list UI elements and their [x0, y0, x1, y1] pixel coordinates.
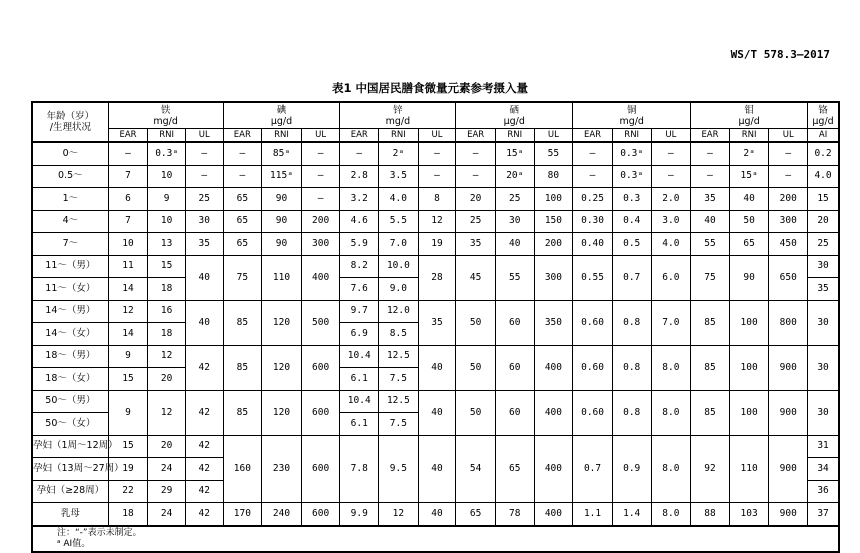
table-cell: — — [185, 142, 223, 165]
table-cell: 170 — [223, 503, 262, 526]
table-cell: 35 — [808, 278, 839, 301]
table-cell: 5.5 — [379, 210, 419, 233]
table-cell: 100 — [729, 345, 769, 390]
table-cell: 18 — [148, 323, 186, 346]
table-cell: — — [301, 188, 340, 211]
table-cell: 55 — [691, 233, 730, 256]
subheader-ul: UL — [651, 129, 691, 143]
subheader-rni: RNI — [729, 129, 769, 143]
table-cell: 40 — [729, 188, 769, 211]
table-cell: 0.5 — [612, 233, 651, 256]
subheader-ear: EAR — [108, 129, 148, 143]
table-cell: 10 — [108, 233, 148, 256]
table-cell: 65 — [729, 233, 769, 256]
table-cell: 9.0 — [379, 278, 419, 301]
table-cell: 12 — [418, 210, 456, 233]
subheader-ear: EAR — [573, 129, 613, 143]
table-cell: 60 — [495, 345, 534, 390]
table-cell: 12.0 — [379, 300, 419, 323]
subheader-row — [32, 129, 839, 143]
row-label: 50～（女） — [32, 413, 108, 436]
table-cell: — — [573, 165, 613, 188]
table-row — [32, 390, 839, 413]
note-line: ᵃ AI值。 — [57, 538, 91, 549]
table-cell: 7.5 — [379, 413, 419, 436]
table-cell: 40 — [418, 345, 456, 390]
table-cell: 0.7 — [612, 255, 651, 300]
table-cell: 30 — [808, 300, 839, 345]
table-cell: 55 — [534, 142, 573, 165]
table-cell: 9.9 — [340, 503, 379, 526]
table-cell: — — [340, 142, 379, 165]
row-label: 4～ — [32, 210, 108, 233]
table-cell: 2ᵃ — [379, 142, 419, 165]
subheader-ul: UL — [418, 129, 456, 143]
table-cell: 42 — [185, 390, 223, 435]
table-cell: 60 — [495, 390, 534, 435]
table-cell: 120 — [262, 300, 302, 345]
table-cell: 8.5 — [379, 323, 419, 346]
table-cell: 42 — [185, 480, 223, 503]
table-cell: 0.8 — [612, 390, 651, 435]
table-cell: 300 — [534, 255, 573, 300]
row-label: 0～ — [32, 142, 108, 165]
table-cell: 92 — [691, 435, 730, 503]
row-label: 孕妇（13周～27周） — [32, 458, 108, 481]
table-cell: 22 — [108, 480, 148, 503]
nutrient-header-iodine: 碘 μg/d — [223, 102, 340, 129]
table-cell: 7.6 — [340, 278, 379, 301]
table-cell: 10 — [148, 210, 186, 233]
table-cell: 40 — [418, 390, 456, 435]
row-label: 50～（男） — [32, 390, 108, 413]
table-cell: 12.5 — [379, 345, 419, 368]
table-cell: 8 — [418, 188, 456, 211]
table-cell: 0.4 — [612, 210, 651, 233]
table-cell: 20 — [148, 435, 186, 458]
table-cell: 12 — [379, 503, 419, 526]
table-cell: 15ᵃ — [495, 142, 534, 165]
table-cell: 0.60 — [573, 345, 613, 390]
table-cell: 12.5 — [379, 390, 419, 413]
table-cell: 9 — [148, 188, 186, 211]
table-cell: 18 — [108, 503, 148, 526]
table-cell: 42 — [185, 435, 223, 458]
table-cell: 14 — [108, 278, 148, 301]
table-cell: 2.0 — [651, 188, 691, 211]
table-cell: 60 — [495, 300, 534, 345]
table-cell: 35 — [456, 233, 496, 256]
table-cell: 160 — [223, 435, 262, 503]
subheader-ul: UL — [534, 129, 573, 143]
table-cell: 1.4 — [612, 503, 651, 526]
table-cell: 6.9 — [340, 323, 379, 346]
table-cell: 25 — [456, 210, 496, 233]
table-cell: 10.4 — [340, 390, 379, 413]
table-cell: 30 — [808, 255, 839, 278]
table-cell: 120 — [262, 390, 302, 435]
table-cell: — — [651, 142, 691, 165]
table-cell: — — [456, 165, 496, 188]
table-cell: — — [418, 165, 456, 188]
table-cell: 90 — [729, 255, 769, 300]
table-cell: 7.8 — [340, 435, 379, 503]
table-cell: 7.5 — [379, 368, 419, 391]
table-cell: 19 — [418, 233, 456, 256]
table-cell: 25 — [808, 233, 839, 256]
table-cell: 110 — [729, 435, 769, 503]
table-cell: 6.0 — [651, 255, 691, 300]
table-cell: 85 — [691, 300, 730, 345]
table-cell: 85 — [223, 390, 262, 435]
dri-table — [31, 101, 840, 553]
table-cell: 10.0 — [379, 255, 419, 278]
table-cell: 0.3ᵃ — [148, 142, 186, 165]
table-cell: 1.1 — [573, 503, 613, 526]
table-cell: 500 — [301, 300, 340, 345]
table-cell: — — [769, 165, 808, 188]
table-row — [32, 300, 839, 323]
table-cell: 600 — [301, 345, 340, 390]
table-cell: 30 — [808, 345, 839, 390]
table-cell: 11 — [108, 255, 148, 278]
table-cell: 19 — [108, 458, 148, 481]
table-cell: 90 — [262, 188, 302, 211]
table-cell: 2ᵃ — [729, 142, 769, 165]
table-cell: 3.0 — [651, 210, 691, 233]
notes-row — [32, 526, 839, 552]
table-cell: 80 — [534, 165, 573, 188]
row-label: 孕妇（≥28周） — [32, 480, 108, 503]
table-cell: 2.8 — [340, 165, 379, 188]
nutrient-header-zinc: 锌 mg/d — [340, 102, 456, 129]
age-column-header: 年龄（岁） /生理状况 — [32, 102, 108, 142]
table-cell: 400 — [534, 503, 573, 526]
table-cell: 5.9 — [340, 233, 379, 256]
nutrient-header-iron: 铁 mg/d — [108, 102, 223, 129]
subheader-ul: UL — [185, 129, 223, 143]
row-label: 0.5～ — [32, 165, 108, 188]
table-cell: 120 — [262, 345, 302, 390]
table-row — [32, 345, 839, 368]
table-title: 表1 中国居民膳食微量元素参考摄入量 — [331, 81, 528, 95]
table-cell: 90 — [262, 210, 302, 233]
row-label: 1～ — [32, 188, 108, 211]
table-cell: 0.3ᵃ — [612, 142, 651, 165]
table-cell: 7.0 — [651, 300, 691, 345]
table-cell: — — [185, 165, 223, 188]
table-cell: 400 — [534, 390, 573, 435]
table-cell: 200 — [769, 188, 808, 211]
table-cell: 10.4 — [340, 345, 379, 368]
table-cell: 0.2 — [808, 142, 839, 165]
table-cell: 54 — [456, 435, 496, 503]
row-label: 11～（女） — [32, 278, 108, 301]
table-cell: 85ᵃ — [262, 142, 302, 165]
table-cell: 8.0 — [651, 435, 691, 503]
table-cell: 0.55 — [573, 255, 613, 300]
table-cell: 35 — [418, 300, 456, 345]
table-cell: 40 — [495, 233, 534, 256]
table-cell: 42 — [185, 503, 223, 526]
subheader-ear: EAR — [456, 129, 496, 143]
row-label: 乳母 — [32, 503, 108, 526]
table-cell: 78 — [495, 503, 534, 526]
table-cell: 50 — [456, 300, 496, 345]
subheader-ul: UL — [769, 129, 808, 143]
table-cell: — — [456, 142, 496, 165]
table-cell: 30 — [808, 390, 839, 435]
table-cell: 85 — [223, 300, 262, 345]
table-cell: 0.60 — [573, 390, 613, 435]
table-cell: 0.7 — [573, 435, 613, 503]
table-cell: 300 — [301, 233, 340, 256]
table-cell: 88 — [691, 503, 730, 526]
table-cell: 450 — [769, 233, 808, 256]
table-cell: 31 — [808, 435, 839, 458]
table-row — [32, 142, 839, 165]
row-label: 11～（男） — [32, 255, 108, 278]
table-cell: 36 — [808, 480, 839, 503]
table-cell: 103 — [729, 503, 769, 526]
table-cell: 85 — [223, 345, 262, 390]
table-cell: 7.0 — [379, 233, 419, 256]
table-cell: 55 — [495, 255, 534, 300]
table-cell: — — [223, 142, 262, 165]
note-line: 注：“-”表示未制定。 — [57, 527, 142, 538]
table-cell: 20ᵃ — [495, 165, 534, 188]
table-cell: 6.1 — [340, 368, 379, 391]
table-cell: 28 — [418, 255, 456, 300]
table-cell: 350 — [534, 300, 573, 345]
row-label: 14～（女） — [32, 323, 108, 346]
table-cell: 65 — [223, 210, 262, 233]
table-cell: — — [573, 142, 613, 165]
table-cell: 35 — [185, 233, 223, 256]
table-cell: 75 — [691, 255, 730, 300]
table-cell: 65 — [456, 503, 496, 526]
table-cell: 400 — [534, 435, 573, 503]
table-cell: 34 — [808, 458, 839, 481]
subheader-ear: EAR — [223, 129, 262, 143]
table-row — [32, 165, 839, 188]
subheader-rni: RNI — [612, 129, 651, 143]
table-cell: 40 — [691, 210, 730, 233]
table-cell: 0.8 — [612, 300, 651, 345]
table-cell: 20 — [148, 368, 186, 391]
table-cell: 40 — [185, 300, 223, 345]
table-cell: — — [691, 165, 730, 188]
table-cell: 650 — [769, 255, 808, 300]
table-cell: 100 — [534, 188, 573, 211]
subheader-rni: RNI — [379, 129, 419, 143]
table-cell: 16 — [148, 300, 186, 323]
table-cell: 37 — [808, 503, 839, 526]
table-cell: 4.6 — [340, 210, 379, 233]
table-cell: 0.9 — [612, 435, 651, 503]
subheader-rni: RNI — [148, 129, 186, 143]
table-cell: 30 — [495, 210, 534, 233]
nutrient-header-chromium: 铬 μg/d — [808, 102, 839, 129]
table-cell: 85 — [691, 390, 730, 435]
table-cell: 12 — [108, 300, 148, 323]
subheader-rni: RNI — [495, 129, 534, 143]
table-cell: 14 — [108, 323, 148, 346]
table-cell: 6.1 — [340, 413, 379, 436]
table-notes — [32, 526, 839, 552]
table-cell: 15 — [108, 435, 148, 458]
table-row — [32, 233, 839, 256]
table-cell: — — [223, 165, 262, 188]
table-cell: 150 — [534, 210, 573, 233]
table-cell: 13 — [148, 233, 186, 256]
table-cell: 8.0 — [651, 503, 691, 526]
table-cell: 600 — [301, 390, 340, 435]
table-cell: 65 — [223, 233, 262, 256]
table-cell: 50 — [729, 210, 769, 233]
table-cell: — — [301, 165, 340, 188]
table-cell: 9 — [108, 345, 148, 368]
table-cell: 900 — [769, 345, 808, 390]
table-cell: 45 — [456, 255, 496, 300]
table-cell: 4.0 — [379, 188, 419, 211]
table-cell: 900 — [769, 503, 808, 526]
table-cell: 42 — [185, 458, 223, 481]
table-cell: 29 — [148, 480, 186, 503]
table-cell: 400 — [534, 345, 573, 390]
table-cell: 6 — [108, 188, 148, 211]
subheader-ai: AI — [808, 129, 839, 143]
table-row — [32, 188, 839, 211]
table-cell: 18 — [148, 278, 186, 301]
table-cell: 9.7 — [340, 300, 379, 323]
table-cell: 7 — [108, 210, 148, 233]
table-cell: — — [651, 165, 691, 188]
table-cell: 230 — [262, 435, 302, 503]
row-label: 18～（男） — [32, 345, 108, 368]
table-cell: 75 — [223, 255, 262, 300]
table-cell: 24 — [148, 458, 186, 481]
row-label: 孕妇（1周～12周） — [32, 435, 108, 458]
table-cell: 4.0 — [808, 165, 839, 188]
table-cell: 20 — [456, 188, 496, 211]
subheader-ear: EAR — [691, 129, 730, 143]
subheader-rni: RNI — [262, 129, 302, 143]
standard-code: WS/T 578.3—2017 — [730, 48, 830, 61]
table-cell: 15 — [108, 368, 148, 391]
table-cell: 15ᵃ — [729, 165, 769, 188]
table-cell: 0.3ᵃ — [612, 165, 651, 188]
table-cell: 8.0 — [651, 390, 691, 435]
table-cell: 24 — [148, 503, 186, 526]
table-row — [32, 255, 839, 278]
table-cell: 0.25 — [573, 188, 613, 211]
subheader-ear: EAR — [340, 129, 379, 143]
table-cell: 12 — [148, 390, 186, 435]
subheader-ul: UL — [301, 129, 340, 143]
nutrient-header-selenium: 硒 μg/d — [456, 102, 573, 129]
row-label: 18～（女） — [32, 368, 108, 391]
table-cell: 90 — [262, 233, 302, 256]
nutrient-header-copper: 铜 mg/d — [573, 102, 691, 129]
table-row — [32, 435, 839, 458]
table-cell: 25 — [495, 188, 534, 211]
table-cell: 12 — [148, 345, 186, 368]
table-cell: 85 — [691, 345, 730, 390]
nutrient-header-molybdenum: 钼 μg/d — [691, 102, 808, 129]
table-cell: 50 — [456, 390, 496, 435]
table-cell: — — [108, 142, 148, 165]
table-row — [32, 210, 839, 233]
table-cell: 240 — [262, 503, 302, 526]
table-cell: 300 — [769, 210, 808, 233]
table-cell: 10 — [148, 165, 186, 188]
table-cell: 400 — [301, 255, 340, 300]
table-cell: 200 — [301, 210, 340, 233]
table-cell: 50 — [456, 345, 496, 390]
table-cell: — — [769, 142, 808, 165]
table-cell: 4.0 — [651, 233, 691, 256]
table-cell: 100 — [729, 300, 769, 345]
table-row — [32, 503, 839, 526]
table-cell: 110 — [262, 255, 302, 300]
table-cell: 7 — [108, 165, 148, 188]
table-cell: 15 — [808, 188, 839, 211]
table-cell: 0.3 — [612, 188, 651, 211]
row-label: 7～ — [32, 233, 108, 256]
table-cell: 600 — [301, 503, 340, 526]
table-cell: 65 — [495, 435, 534, 503]
table-cell: 40 — [185, 255, 223, 300]
table-cell: 0.40 — [573, 233, 613, 256]
table-cell: 30 — [185, 210, 223, 233]
table-cell: — — [691, 142, 730, 165]
table-cell: 0.8 — [612, 345, 651, 390]
table-cell: 3.2 — [340, 188, 379, 211]
table-cell: 42 — [185, 345, 223, 390]
table-cell: 100 — [729, 390, 769, 435]
table-cell: 900 — [769, 390, 808, 435]
table-cell: 0.30 — [573, 210, 613, 233]
table-cell: 8.0 — [651, 345, 691, 390]
table-cell: — — [301, 142, 340, 165]
table-cell: 8.2 — [340, 255, 379, 278]
table-cell: 35 — [691, 188, 730, 211]
table-cell: 9.5 — [379, 435, 419, 503]
table-cell: 600 — [301, 435, 340, 503]
table-cell: 0.60 — [573, 300, 613, 345]
table-cell: — — [418, 142, 456, 165]
table-cell: 115ᵃ — [262, 165, 302, 188]
table-cell: 3.5 — [379, 165, 419, 188]
table-cell: 200 — [534, 233, 573, 256]
table-cell: 9 — [108, 390, 148, 435]
row-label: 14～（男） — [32, 300, 108, 323]
table-cell: 15 — [148, 255, 186, 278]
table-cell: 40 — [418, 435, 456, 503]
table-cell: 25 — [185, 188, 223, 211]
table-cell: 800 — [769, 300, 808, 345]
table-cell: 65 — [223, 188, 262, 211]
table-cell: 40 — [418, 503, 456, 526]
table-cell: 20 — [808, 210, 839, 233]
table-cell: 900 — [769, 435, 808, 503]
